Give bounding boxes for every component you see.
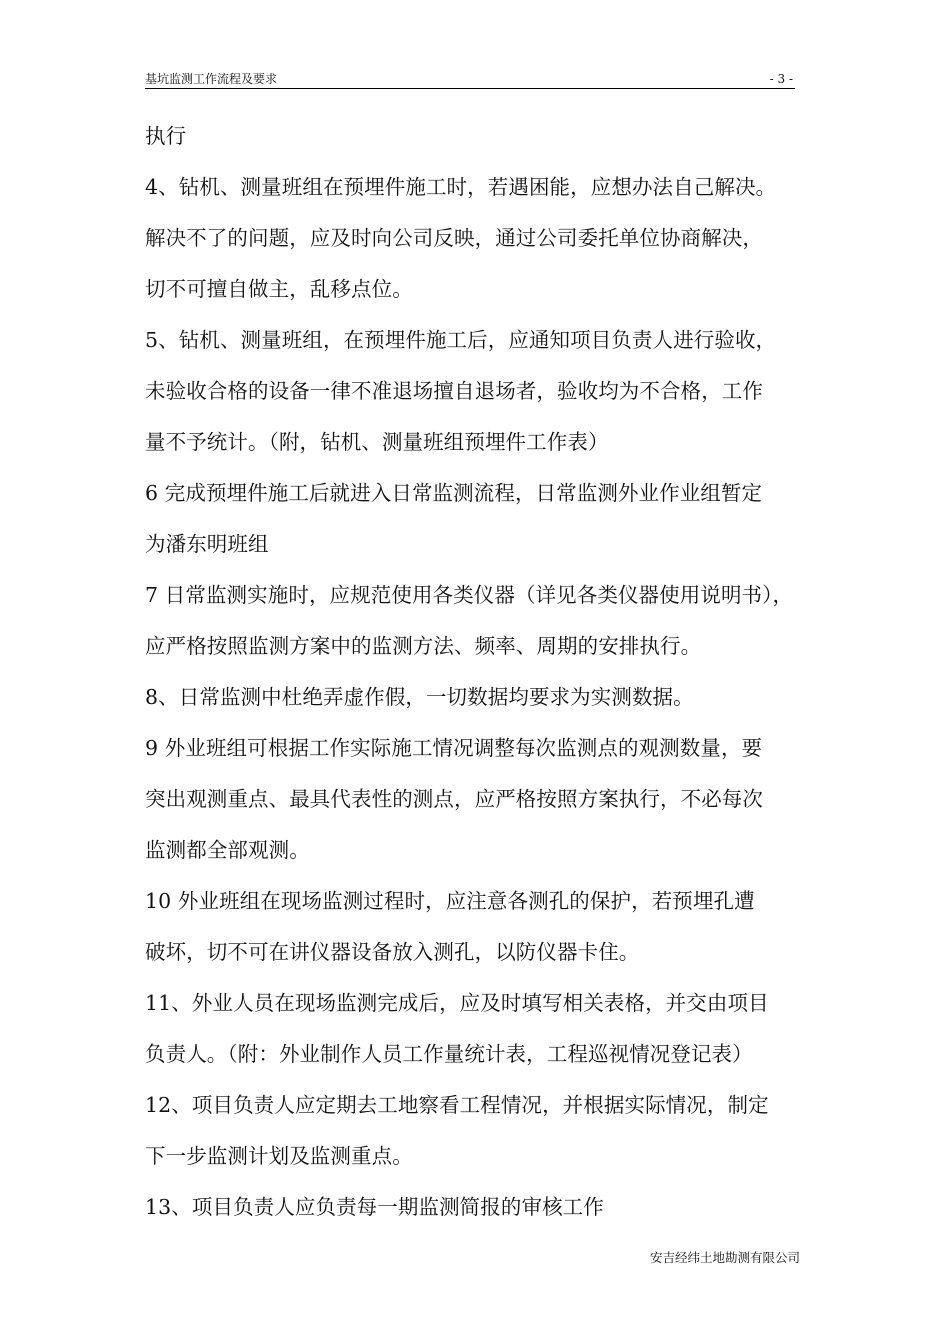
text-line: 执行	[145, 124, 187, 148]
text-line: 10 外业班组在现场监测过程时，应注意各测孔的保护，若预埋孔遭	[145, 889, 755, 913]
page-header	[145, 70, 795, 88]
text-line: 5、钻机、测量班组，在预埋件施工后，应通知项目负责人进行验收，	[145, 328, 777, 352]
text-line: 为潘东明班组	[145, 532, 269, 556]
text-line: 未验收合格的设备一律不准退场擅自退场者，验收均为不合格，工作	[145, 379, 763, 403]
text-line: 切不可擅自做主，乱移点位。	[145, 277, 413, 301]
text-line: 13、项目负责人应负责每一期监测简报的审核工作	[145, 1195, 604, 1219]
page-footer-company: 安吉经纬土地勘测有限公司	[649, 1250, 800, 1265]
text-line: 解决不了的问题，应及时向公司反映，通过公司委托单位协商解决，	[145, 226, 763, 250]
body-text	[145, 114, 810, 1236]
page-number: - 3 -	[769, 72, 793, 86]
text-line: 9 外业班组可根据工作实际施工情况调整每次监测点的观测数量，要	[145, 736, 763, 760]
text-line: 负责人。（附：外业制作人员工作量统计表，工程巡视情况登记表）	[145, 1042, 753, 1066]
text-line: 量不予统计。（附，钻机、测量班组预埋件工作表）	[145, 430, 609, 454]
text-line: 破坏，切不可在讲仪器设备放入测孔，以防仪器卡住。	[145, 940, 640, 964]
text-line: 7 日常监测实施时，应规范使用各类仪器（详见各类仪器使用说明书），	[145, 583, 794, 607]
text-line: 11、外业人员在现场监测完成后，应及时填写相关表格，并交由项目	[145, 991, 769, 1015]
text-line: 4、钻机、测量班组在预埋件施工时，若遇困能，应想办法自己解决。	[145, 175, 777, 199]
text-line: 8、日常监测中杜绝弄虚作假，一切数据均要求为实测数据。	[145, 685, 694, 709]
text-line: 12、项目负责人应定期去工地察看工程情况，并根据实际情况，制定	[145, 1093, 769, 1117]
header-divider	[145, 88, 795, 89]
text-line: 突出观测重点、最具代表性的测点，应严格按照方案执行，不必每次	[145, 787, 763, 811]
text-line: 监测都全部观测。	[145, 838, 310, 862]
text-line: 下一步监测计划及监测重点。	[145, 1144, 413, 1168]
header-title: 基坑监测工作流程及要求	[145, 72, 278, 86]
text-line: 应严格按照监测方案中的监测方法、频率、周期的安排执行。	[145, 634, 702, 658]
text-line: 6 完成预埋件施工后就进入日常监测流程，日常监测外业作业组暂定	[145, 481, 763, 505]
